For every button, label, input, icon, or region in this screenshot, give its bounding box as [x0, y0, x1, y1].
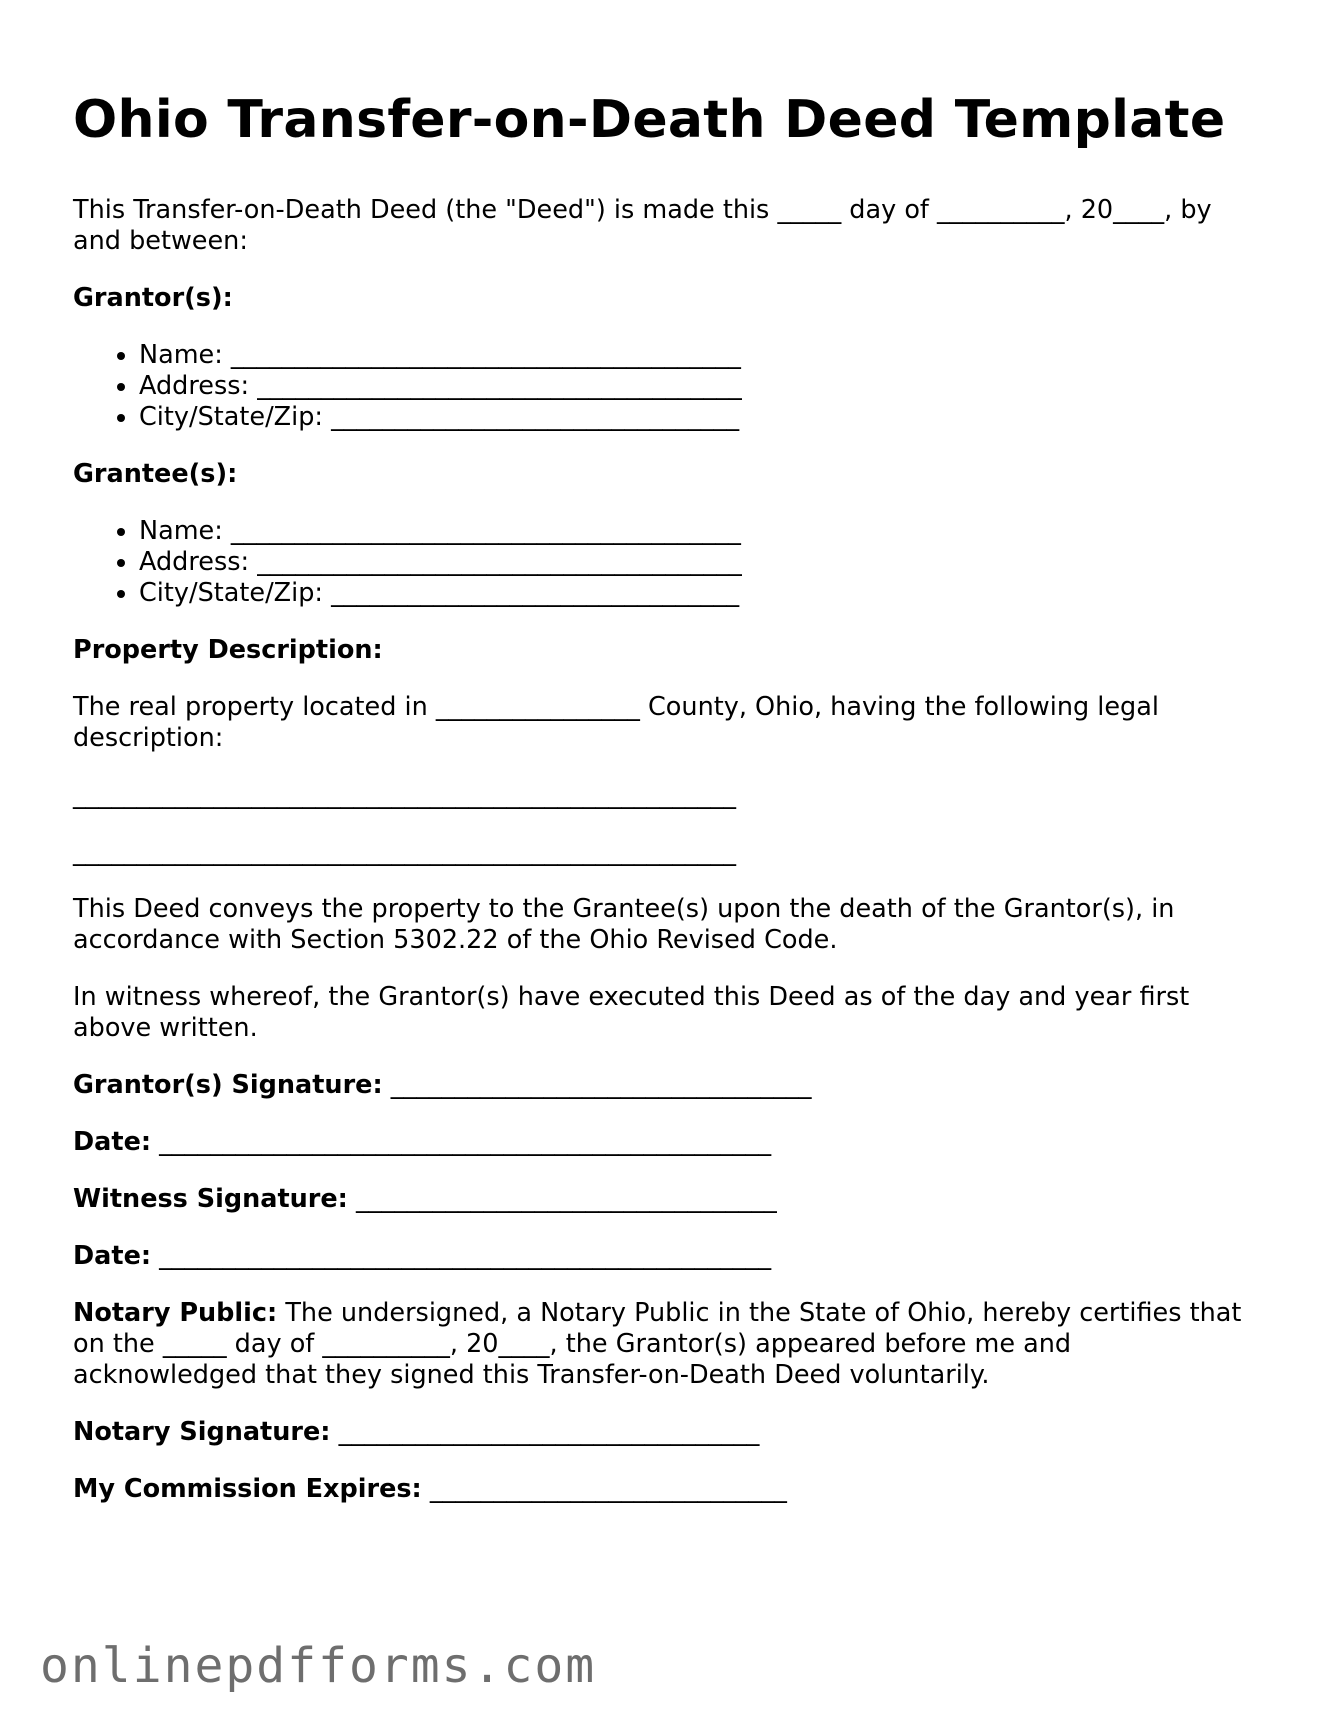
commission-expires-label: My Commission Expires:: [73, 1474, 422, 1505]
witness-clause: In witness whereof, the Grantor(s) have executed this Deed as of the day and year first above written.: [73, 982, 1190, 1044]
grantee-heading: Grantee(s):: [73, 459, 238, 490]
grantee-list: [73, 516, 1263, 609]
notary-label: Notary Public:: [73, 1298, 278, 1329]
notary-text: The undersigned, a Notary Public in the State of Ohio, hereby certifies that on the _____ day of __________, 20____, the Grantor(s) appeared before me and acknowledged that they signed this Transfer-on-Death Deed voluntarily.: [73, 1298, 1242, 1391]
notary-signature-label: Notary Signature:: [73, 1417, 331, 1448]
grantor-heading: Grantor(s):: [73, 283, 233, 314]
document-page: [73, 92, 1263, 1531]
intro-paragraph: This Transfer-on-Death Deed (the "Deed") is made this _____ day of __________, 20____, by and between:: [73, 195, 1212, 257]
conveyance-paragraph: This Deed conveys the property to the Grantee(s) upon the death of the Grantor(s), in accordance with Section 5302.22 of the Ohio Revised Code.: [73, 894, 1175, 956]
site-watermark: onlinepdfforms.com: [40, 1638, 597, 1694]
grantor-city-state-zip-field: • City/State/Zip: ________________________________: [139, 402, 1263, 433]
witness-signature-row: [73, 1184, 1263, 1215]
witness-signature-line: _________________________________: [347, 1184, 777, 1215]
grantee-city-state-zip-field: • City/State/Zip: ________________________________: [139, 578, 1263, 609]
witness-date-line: ________________________________________________: [151, 1241, 772, 1272]
grantor-list: [73, 340, 1263, 433]
page-title: Ohio Transfer-on-Death Deed Template: [73, 90, 1226, 150]
grantor-signature-label: Grantor(s) Signature:: [73, 1070, 383, 1101]
grantor-name-field: • Name: ________________________________________: [139, 340, 1263, 371]
witness-signature-label: Witness Signature:: [73, 1184, 348, 1215]
grantor-signature-line: _________________________________: [382, 1070, 812, 1101]
commission-expires-row: [73, 1474, 1263, 1505]
grantee-address-field: • Address: ______________________________________: [139, 547, 1263, 578]
legal-description-line-1: ____________________________________________________: [73, 780, 736, 811]
grantor-signature-row: [73, 1070, 1263, 1101]
grantor-date-row: [73, 1127, 1263, 1158]
grantor-address-field: • Address: ______________________________________: [139, 371, 1263, 402]
witness-date-label: Date:: [73, 1241, 152, 1272]
notary-signature-line: _________________________________: [330, 1417, 760, 1448]
notary-paragraph: [73, 1298, 1263, 1391]
notary-signature-row: [73, 1417, 1263, 1448]
property-description-text: The real property located in ________________ County, Ohio, having the following legal description:: [73, 692, 1159, 754]
grantor-date-line: ________________________________________________: [151, 1127, 772, 1158]
grantor-date-label: Date:: [73, 1127, 152, 1158]
grantee-name-field: • Name: ________________________________________: [139, 516, 1263, 547]
commission-expires-line: ____________________________: [421, 1474, 787, 1505]
legal-description-line-2: ____________________________________________________: [73, 837, 736, 868]
witness-date-row: [73, 1241, 1263, 1272]
property-heading: Property Description:: [73, 635, 383, 666]
